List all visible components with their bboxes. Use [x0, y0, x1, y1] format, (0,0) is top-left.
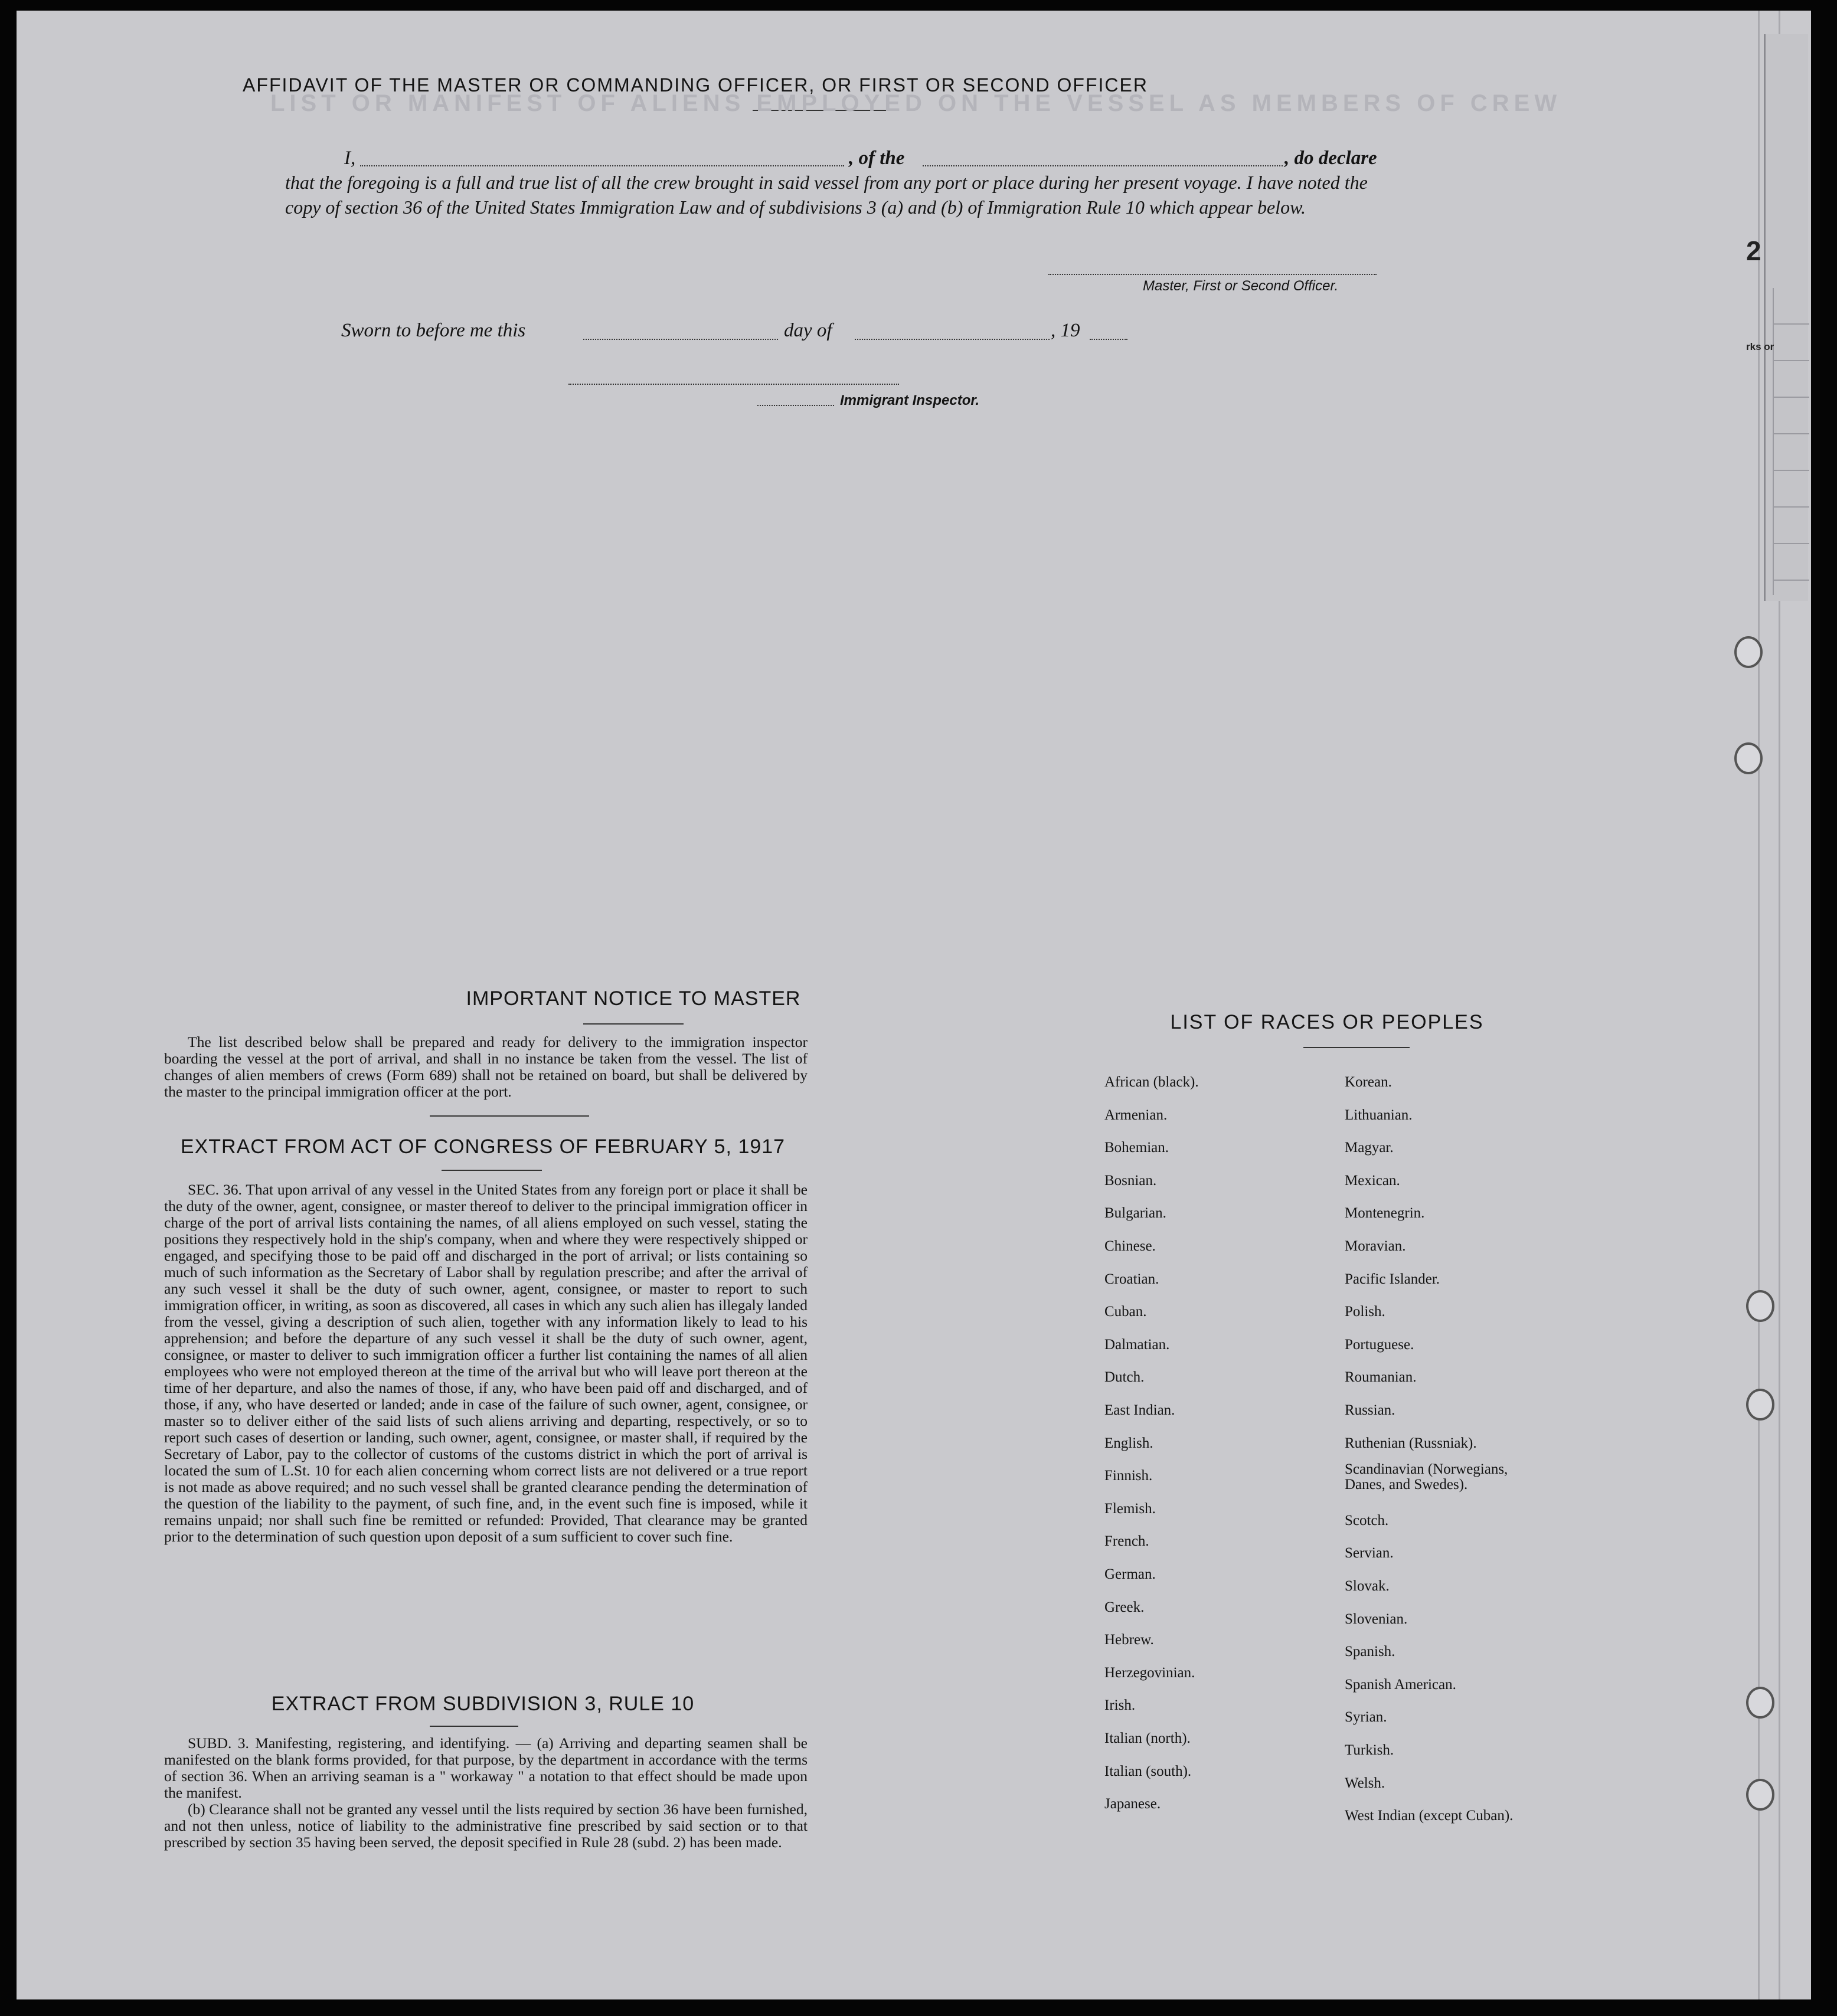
race-item: Herzegovinian. [1104, 1664, 1195, 1681]
bleed-through-text: LIST OR MANIFEST OF ALIENS EMPLOYED ON THE VESSEL AS MEMBERS OF CREW [270, 90, 1562, 116]
affidavit-title: AFFIDAVIT OF THE MASTER OR COMMANDING OFFICER, OR FIRST OR SECOND OFFICER [243, 74, 1148, 96]
act-paragraph: SEC. 36. That upon arrival of any vessel in the United States from any foreign port or place it shall be the duty of the owner, agent, consignee, or master thereof to deliver to the principal immigration officer in charge of the port of arrival lists containing the names, of all aliens employed on such vessel, stating the positions they respectively hold in the ship's company, when and where they were respectively shipped or engaged, and specifying those to be paid off and discharged in the port of arrival; or lists containing so much of such information as the Secretary of Labor shall by regulation prescribe; and after the arrival of any such vessel it shall be the duty of such owner, agent, consignee, or master to report to such immigration officer, in writing, as soon as discovered, all cases in which any such alien has illegaly landed from the vessel, giving a description of such alien, together with any information likely to lead to his apprehension; and before the departure of any such vessel it shall be the duty of such owner, agent, consignee, or master to deliver to such immigration officer a further list containing the names of all alien employees who were not employed thereon at the time of the arrival but who will leave port thereon at the time of her departure, and also the names of those, if any, who have been paid off and discharged, and of those, if any, who have deserted or landed; ande in case of the failure of such owner, agent, consignee, or master so to deliver either of the said lists of such aliens arriving and departing, respectively, or so to report such cases of desertion or landing, such owner, agent, consignee, or master shall, if required by the Secretary of Labor, pay to the collector of customs of the customs district in which the port of arrival is located the sum of L.St. 10 for each alien concerning whom correct lists are not delivered or a true report is not made as above required; and no such vessel shall be granted clearance pending the determination of the question of the liability to the payment, of such fine, and, in the event such fine is imposed, while it remains unpaid; nor shall such fine be remitted or refunded: Provided, That clearance may be granted prior to the determination of such question upon deposit of a sum sufficient to cover such fine. [164, 1181, 808, 1545]
race-item: Korean. [1345, 1074, 1392, 1090]
punch-hole [1746, 1290, 1774, 1322]
race-item: Croatian. [1104, 1271, 1159, 1287]
signature-caption: Master, First or Second Officer. [1143, 278, 1339, 294]
race-item: Italian (north). [1104, 1730, 1191, 1746]
race-item: Japanese. [1104, 1796, 1161, 1812]
i-label: I, [344, 148, 356, 169]
affidavit-body: that the foregoing is a full and true list of all the crew brought in said vessel from any port or place during her present voyage. I have noted the copy of section 36 of the United States Immigration Law and of subdivisions 3 (a) and (b) of Immigration Rule 10 which appear below. [285, 172, 1368, 218]
flap-grid [1773, 288, 1809, 595]
race-item: Bohemian. [1104, 1140, 1169, 1156]
race-item: Flemish. [1104, 1500, 1156, 1517]
flap-text: rks or [1746, 341, 1774, 352]
document-page [17, 11, 1811, 1999]
race-item: Slovenian. [1345, 1611, 1408, 1627]
inspector-caption: Immigrant Inspector. [840, 392, 980, 408]
page-number: 2 [1746, 235, 1761, 266]
punch-hole [1746, 1687, 1774, 1719]
race-item: Spanish American. [1345, 1676, 1456, 1693]
race-item: French. [1104, 1533, 1149, 1550]
punch-hole [1734, 742, 1763, 774]
race-item: Russian. [1345, 1402, 1395, 1418]
race-item: Cuban. [1104, 1304, 1147, 1320]
act-text [164, 1182, 808, 1545]
race-item: Pacific Islander. [1345, 1271, 1440, 1287]
race-item: Polish. [1345, 1304, 1385, 1320]
race-item: Spanish. [1345, 1644, 1395, 1660]
race-item: Welsh. [1345, 1775, 1385, 1791]
race-item: East Indian. [1104, 1402, 1175, 1418]
races-rule [1303, 1047, 1410, 1048]
race-item: Lithuanian. [1345, 1107, 1413, 1123]
race-item: Irish. [1104, 1697, 1136, 1714]
races-title: LIST OF RACES OR PEOPLES [1170, 1011, 1484, 1033]
race-item: West Indian (except Cuban). [1345, 1808, 1514, 1824]
race-item: Dutch. [1104, 1369, 1145, 1386]
sworn-label: Sworn to before me this [341, 320, 526, 341]
act-rule [442, 1170, 542, 1171]
rule-heading: EXTRACT FROM SUBDIVISION 3, RULE 10 [271, 1693, 695, 1715]
affidavit-declaration-line [344, 148, 355, 169]
notice-text [164, 1034, 808, 1100]
race-item: Bosnian. [1104, 1172, 1157, 1189]
race-item: Montenegrin. [1345, 1205, 1425, 1222]
punch-hole [1746, 1779, 1774, 1811]
race-item: Ruthenian (Russniak). [1345, 1435, 1477, 1451]
of-the-label: , of the [849, 148, 905, 169]
race-item: Italian (south). [1104, 1763, 1192, 1779]
race-item: Scandinavian (Norwegians, Danes, and Swedes). [1345, 1461, 1508, 1493]
vessel-blank[interactable] [923, 165, 1283, 166]
day-blank[interactable] [583, 339, 778, 340]
race-item: Servian. [1345, 1545, 1394, 1562]
day-of-label: day of [784, 320, 832, 341]
race-item: Turkish. [1345, 1742, 1394, 1758]
month-blank[interactable] [855, 339, 1050, 340]
section-rule [430, 1115, 589, 1117]
rule-text [164, 1735, 808, 1851]
race-item: Magyar. [1345, 1140, 1394, 1156]
inspector-signature-blank[interactable] [568, 384, 899, 385]
race-item: Syrian. [1345, 1709, 1387, 1726]
race-item: Bulgarian. [1104, 1205, 1166, 1222]
race-item: Roumanian. [1345, 1369, 1417, 1386]
race-item: Hebrew. [1104, 1632, 1154, 1648]
race-item: Finnish. [1104, 1468, 1153, 1484]
inspector-prefix-blank[interactable] [757, 405, 834, 406]
rule-rule [430, 1726, 518, 1727]
name-blank[interactable] [360, 165, 844, 166]
act-heading: EXTRACT FROM ACT OF CONGRESS OF FEBRUARY 5, 1917 [180, 1135, 786, 1158]
race-item: African (black). [1104, 1074, 1199, 1090]
race-item: German. [1104, 1566, 1156, 1582]
punch-hole [1734, 636, 1763, 668]
race-item: Dalmatian. [1104, 1336, 1170, 1353]
race-item: English. [1104, 1435, 1153, 1451]
race-item: Moravian. [1345, 1238, 1406, 1254]
race-item: Slovak. [1345, 1578, 1390, 1594]
notice-rule [583, 1023, 684, 1025]
rule-paragraph-a: SUBD. 3. Manifesting, registering, and identifying. — (a) Arriving and departing seamen shall be manifested on the blank forms provided, for that purpose, by the department in accordance with the terms of section 36. When an arriving seaman is a " workaway " a notation to that effect should be made upon the manifest. [164, 1734, 808, 1801]
punch-hole [1746, 1389, 1774, 1421]
race-item: Armenian. [1104, 1107, 1168, 1123]
race-item: Greek. [1104, 1599, 1145, 1615]
race-item: Chinese. [1104, 1238, 1156, 1254]
rule-paragraph-b: (b) Clearance shall not be granted any vessel until the lists required by section 36 have been furnished, and not then unless, notice of liability to the administrative fine prescribed by said section or to that prescribed by section 35 having been served, the deposit specified in Rule 28 (subd. 2) has been made. [164, 1801, 808, 1851]
notice-heading: IMPORTANT NOTICE TO MASTER [466, 987, 801, 1010]
do-declare-label: , do declare [1284, 148, 1377, 169]
signature-blank[interactable] [1048, 274, 1377, 275]
notice-paragraph: The list described below shall be prepared and ready for delivery to the immigration inspector boarding the vessel at the port of arrival, and shall in no instance be taken from the vessel. The list of changes of alien members of crews (Form 689) shall not be retained on board, but shall be delivered by the master to the principal immigration officer at the port. [164, 1033, 808, 1100]
race-item: Portuguese. [1345, 1336, 1414, 1353]
year-blank[interactable] [1090, 339, 1127, 340]
race-item: Scotch. [1345, 1512, 1389, 1529]
year-label: , 19 [1051, 320, 1080, 341]
race-item: Mexican. [1345, 1172, 1400, 1189]
